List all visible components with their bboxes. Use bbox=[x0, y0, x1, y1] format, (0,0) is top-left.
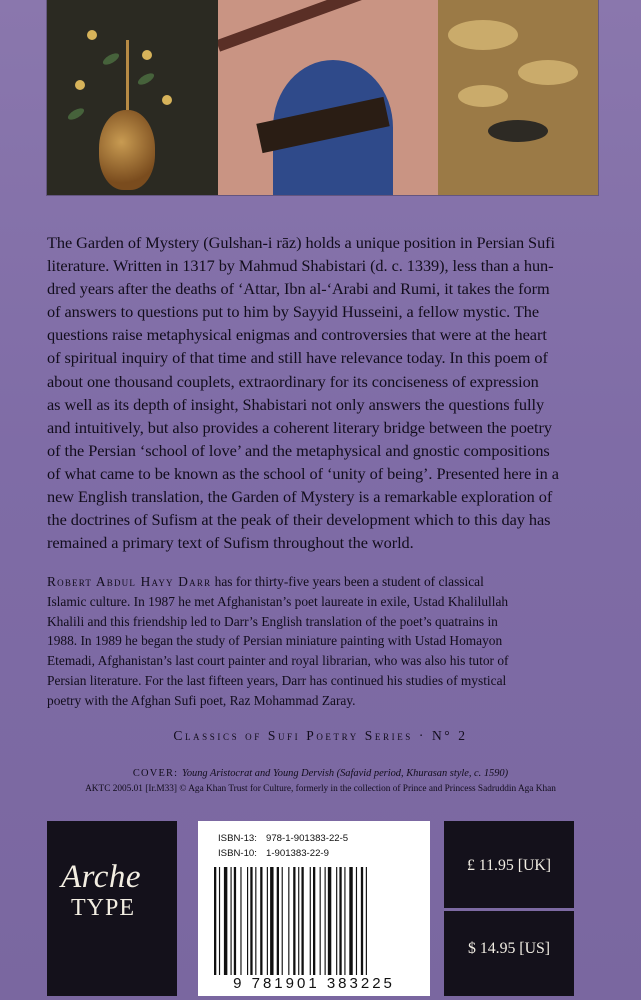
price-us: $ 14.95 [US] bbox=[467, 940, 551, 957]
bio-line: Persian literature. For the last fifteen years, Darr has continued his studies of mystical bbox=[47, 672, 507, 688]
painting-panel-figure bbox=[218, 0, 438, 195]
description-line: about one thousand couplets, extraordinary for its conciseness of expression bbox=[47, 371, 539, 391]
description-line: of answers to questions put to him by Sayyid Husseini, a fellow mystic. The bbox=[47, 302, 540, 322]
description-line: of the Persian ‘school of love’ and the metaphysical and gnostic compositions bbox=[47, 440, 550, 460]
logo-text-arche: Arche bbox=[61, 859, 142, 895]
series-title: Classics of Sufi Poetry Series · N° 2 bbox=[173, 728, 468, 743]
price-panel bbox=[444, 821, 574, 996]
isbn10-line: ISBN-10: 1-901383-22-9 bbox=[218, 848, 329, 859]
bio-line: 1988. In 1989 he began the study of Persian miniature painting with Ustad Homayon bbox=[47, 633, 503, 649]
bio-line: Islamic culture. In 1987 he met Afghanistan’s poet laureate in exile, Ustad Khalilullah bbox=[47, 593, 509, 609]
price-uk: £ 11.95 [UK] bbox=[466, 857, 552, 874]
isbn-barcode-panel bbox=[198, 821, 430, 996]
author-bio bbox=[47, 572, 598, 711]
cover-credit: COVER: Young Aristocrat and Young Dervish (Safavid period, Khurasan style, c. 1590) bbox=[132, 768, 509, 779]
description-line: and intuitively, but also provides a coherent literary bridge between the poetry bbox=[47, 417, 552, 437]
publisher-logo bbox=[47, 821, 177, 996]
description-line: literature. Written in 1317 by Mahmud Shabistari (d. c. 1339), less than a hun- bbox=[47, 256, 554, 276]
painting-panel-vase bbox=[47, 0, 218, 195]
description-line: of what came to be known as the school of ‘unity of being’. Presented here in a bbox=[47, 463, 559, 483]
isbn13-line: ISBN-13: 978-1-901383-22-5 bbox=[218, 833, 349, 844]
bio-line: poetry with the Afghan Sufi poet, Raz Mohammad Zaray. bbox=[47, 692, 356, 708]
description-line: of spiritual inquiry of that time and still have relevance today. In this poem of bbox=[47, 348, 548, 368]
description-line: as well as its depth of insight, Shabistari not only answers the questions fully bbox=[47, 394, 545, 414]
description-line: The Garden of Mystery (Gulshan-i rāz) holds a unique position in Persian Sufi bbox=[47, 233, 556, 252]
price-divider bbox=[444, 908, 574, 911]
description-line: dred years after the deaths of ‘Attar, Ibn al-‘Arabi and Rumi, it takes the form bbox=[47, 279, 550, 299]
bio-line: Robert Abdul Hayy Darr has for thirty-five years been a student of classical bbox=[47, 574, 484, 589]
bio-line: Etemadi, Afghanistan’s last court painter and royal librarian, who was also his tutor of bbox=[47, 653, 509, 669]
description-line: new English translation, the Garden of Mystery is a remarkable exploration of bbox=[47, 487, 553, 507]
miniature-painting-strip bbox=[47, 0, 598, 195]
author-name: Robert Abdul Hayy Darr bbox=[47, 574, 212, 589]
book-description bbox=[47, 231, 598, 554]
bio-line: Khalili and this friendship led to Darr’s English translation of the poet’s quatrains in bbox=[47, 613, 498, 629]
barcode-digits: 9 781901 383225 bbox=[233, 975, 395, 992]
barcode-icon bbox=[214, 867, 414, 975]
copyright-credit: AKTC 2005.01 [Ir.M33] © Aga Khan Trust for Culture, formerly in the collection of Prince and Princess Sadruddin Aga Khan bbox=[85, 784, 556, 794]
logo-text-type: TYPE bbox=[71, 895, 135, 921]
description-line: remained a primary text of Sufism throughout the world. bbox=[47, 533, 414, 553]
description-line: the doctrines of Sufism at the peak of their development which to this day has bbox=[47, 510, 551, 530]
painting-panel-bird bbox=[438, 0, 598, 195]
description-line: questions raise metaphysical enigmas and controversies that were at the heart bbox=[47, 325, 547, 345]
